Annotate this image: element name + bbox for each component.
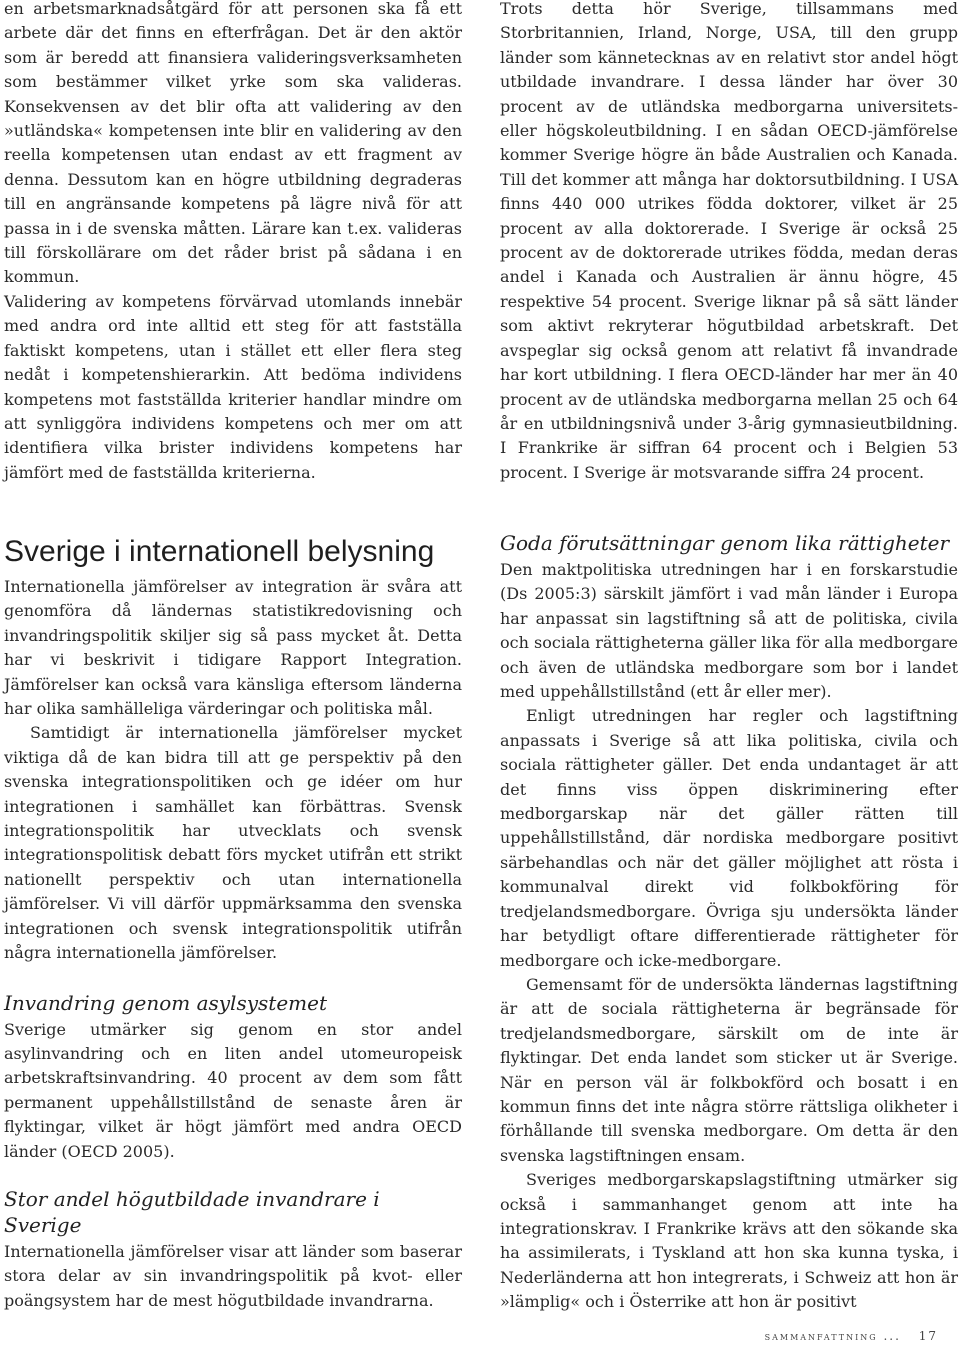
subheading: Goda förutsättningar genom lika rättigheter [500, 531, 950, 555]
body-paragraph: Trots detta hör Sverige, tillsammans med Storbritannien, Irland, Norge, USA, till den grupp länder som kännetecknas av en relativt stor andel högt utbildade invandrare. I dessa länder har över 30 procent av de utländska medborgarna universitets- eller högskoleutbildning. I en sådan OECD-jämförelse kommer Sverige högre än både Australien och Kanada. Till det kommer att många har doktorsutbildning. I USA finns 440 000 utrikes födda doktorer, vilket är 25 procent av alla doktorerade. I Sverige är också 25 procent av de doktorerade utrikes födda, medan deras andel i Kanada och Australien är ännu högre, 45 respektive 54 procent. Sverige liknar på så sätt länder som aktivt rekryterar högutbildad arbetskraft. Det avspeglar sig också genom att relativt få invandrade har kort utbildning. I flera OECD-länder har mer än 40 procent av de utländska medborgarna mellan 25 och 64 år en utbildningsnivå under 3-årig gymnasieutbildning. I Frankrike är siffran 64 procent och i Belgien 53 procent. I Sverige är motsvarande siffra 24 procent. [500, 0, 958, 482]
body-paragraph: Den maktpolitiska utredningen har i en forskarstudie (Ds 2005:3) särskilt jämfört i vad mån länder i Europa har anpassat sin lagstiftning så att de politiska, civila och sociala rättigheterna gäller lika för alla medborgare och även de utländska medborgare som bor i landet med uppehållstillstånd (ett år eller mer). [500, 560, 958, 702]
body-paragraph: Sveriges medborgarskapslagstiftning utmärker sig också i sammanhanget genom att inte ha integrationskrav. I Frankrike krävs att den sökande ska ha assimilerats, i Tyskland att hon ska kunna tyska, i Nederländerna att hon integrerats, i Schweiz att hon är »lämplig« och i Österrike att hon är positivt [500, 1170, 958, 1312]
body-paragraph: en arbetsmarknadsåtgärd för att personen ska få ett arbete där det finns en efterfrågan. Det är den aktör som är beredd att finansiera valideringsverksamheten som bestämmer vilket yrke som ska valideras. Konsekvensen av det blir ofta att validering av den »utländska« kompetensen inte blir en validering av den reella kompetensen utan endast av ett fragment av denna. Dessutom kan en högre utbildning degraderas till en angränsande kompetens på lägre nivå för att passa in i de svenska måtten. Lärare kan t.ex. valideras till förskollärare om det råder brist på sådana i en kommun. [4, 0, 462, 287]
right-lower-column [500, 530, 958, 1315]
left-top-column [4, 0, 462, 485]
left-lower-column [4, 535, 462, 1313]
running-footer-label: sammanfattning ... [764, 1329, 901, 1343]
body-paragraph: Internationella jämförelser visar att länder som baserar stora delar av sin invandringspolitik på kvot- eller poängsystem har de mest högutbildade invandrarna. [4, 1241, 462, 1310]
body-paragraph: Internationella jämförelser av integration är svåra att genomföra då ländernas statistikredovisning och invandringspolitik skiljer sig så pass mycket åt. Detta har vi beskrivit i tidigare Rapport Integration. Jämförelser kan också vara känsliga eftersom länderna har olika samhälleliga värderingar och politiska mål. [4, 577, 462, 719]
right-top-column [500, 0, 958, 485]
body-paragraph: Samtidigt är internationella jämförelser mycket viktiga då de kan bidra till att ge perspektiv på den svenska integrationspolitiken och ge idéer om hur integrationen i samhället kan förbättras. Svensk integrationspolitik har utvecklats och svensk integrationspolitisk debatt förs mycket utifrån ett strikt nationellt perspektiv och utan internationella jämförelser. Vi vill därför uppmärksamma den svenska integrationen och svensk integrationspolitik utifrån några internationella jämförelser. [4, 723, 462, 963]
body-paragraph: Gemensamt för de undersökta ländernas lagstiftning är att de sociala rättigheterna är begränsade för tredjelandsmedborgare, särskilt om de inte är flyktingar. Det enda landet som sticker ut är Sverige. När en person väl är folkbokförd och bosatt i en kommun finns det inte några större rättsliga olikheter i förhållande till svenska medborgare. Om detta är den svenska lagstiftningen ensam. [500, 974, 958, 1165]
body-paragraph: Sverige utmärker sig genom en stor andel asylinvandring och en liten andel utomeuropeisk arbetskraftsinvandring. 40 procent av dem som fått permanent uppehållstillstånd de senaste åren är flyktingar, vilket är högt jämfört med andra OECD länder (OECD 2005). [4, 1019, 462, 1161]
section-heading: Sverige i internationell belysning [4, 535, 435, 568]
page-number: 17 [918, 1329, 938, 1343]
subheading: Invandring genom asylsystemet [4, 990, 327, 1015]
page-footer [765, 1329, 938, 1343]
subheading: Stor andel högutbildade invandrare i Sverige [4, 1186, 380, 1237]
body-paragraph: Enligt utredningen har regler och lagstiftning anpassats i Sverige så att lika politiska, civila och sociala rättigheter gäller. Det enda undantaget är att det finns viss öppen diskriminering efter medborgarskap när det gäller rätten till uppehållstillstånd, där nordiska medborgare positivt särbehandlas och när det gäller möjlighet att rösta i kommunalval direkt vid folkbokföring för tredjelandsmedborgare. Övriga sju undersökta länder har betydligt oftare differentierade rättigheter för medborgare och icke-medborgare. [500, 706, 958, 970]
body-paragraph: Validering av kompetens förvärvad utomlands innebär med andra ord inte alltid ett steg för att fastställa faktiskt kompetens, utan i stället ett eller flera steg nedåt i kompetenshierarkin. Att bedöma individens kompetens mot fastställda kriterier handlar mindre om att synliggöra individens kompetens och mer om att identifiera vilka brister individens kompetens har jämfört med de fastställda kriterierna. [4, 291, 462, 482]
